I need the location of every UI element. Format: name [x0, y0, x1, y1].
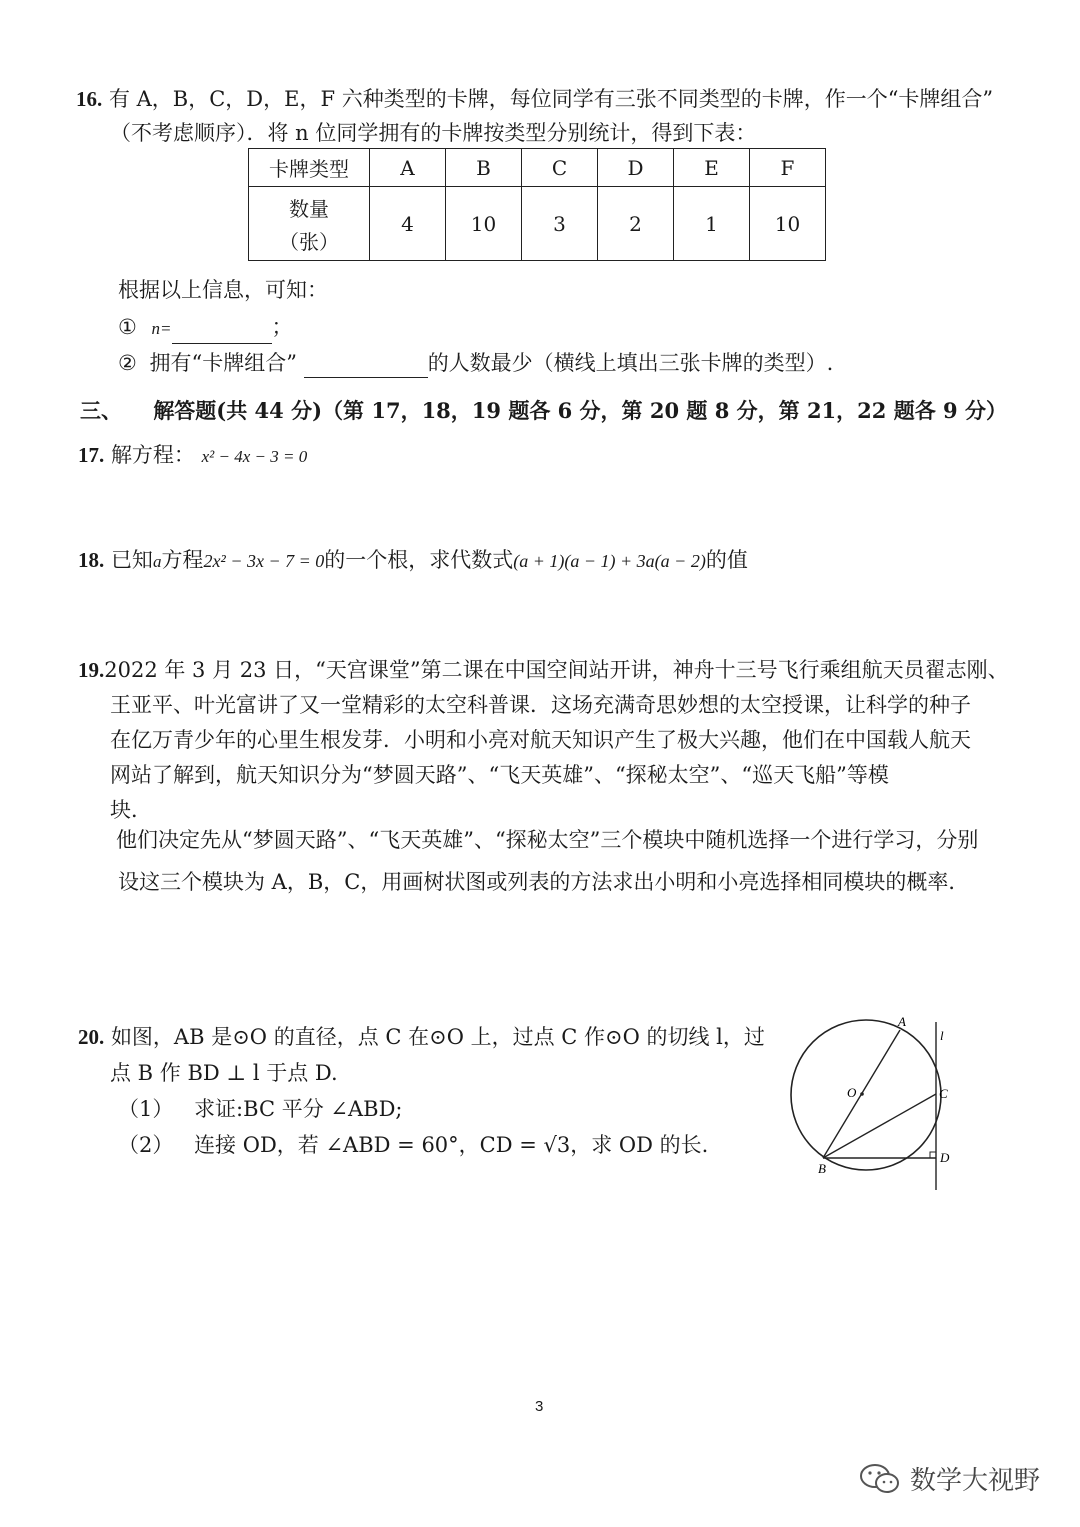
section-title: 解答题(共 44 分)（第 17，18，19 题各 6 分，第 20 题 8 分，第 21，22 题各 9 分） [153, 398, 1007, 423]
q16-stem-1: 有 A，B，C，D，E，F 六种类型的卡牌，每位同学有三张不同类型的卡牌，作一个“卡牌组合” [108, 87, 994, 111]
label-o: O [847, 1085, 857, 1100]
q20-part2-label: （2） [118, 1133, 174, 1157]
q20-part1-label: （1） [118, 1097, 174, 1121]
q20-line-1 [78, 1022, 765, 1052]
q17-number: 17. [78, 443, 105, 467]
q18-equation: 2x² − 3x − 7 = 0 [203, 551, 325, 571]
q16-item-2 [118, 348, 833, 378]
card-count-cell: 4 [370, 187, 446, 261]
q16-info: 根据以上信息，可知： [118, 278, 328, 302]
q17-text: 解方程： [110, 443, 195, 467]
q19-text-line: 网站了解到，航天知识分为“梦圆天路”、“飞天英雄”、“探秘太空”、“巡天飞船”等模 [110, 763, 889, 787]
q20-part-2 [118, 1130, 708, 1160]
q17-equation: x² − 4x − 3 = 0 [201, 447, 308, 466]
card-type-cell: F [750, 149, 826, 187]
section-heading [80, 396, 1007, 426]
q18-mid2: 的一个根，求代数式 [324, 548, 514, 572]
card-type-cell: D [598, 149, 674, 187]
card-count-cell: 1 [674, 187, 750, 261]
q18-expression: (a + 1)(a − 1) + 3a(a − 2) [513, 551, 706, 571]
wechat-icon [858, 1461, 902, 1497]
q16-stem-2: （不考虑顺序）．将 n 位同学拥有的卡牌按类型分别统计，得到下表： [110, 121, 757, 145]
q16-item1-label: n= [151, 319, 172, 338]
page-number: 3 [535, 1398, 544, 1415]
q16-item2-pre: 拥有“卡牌组合” [149, 351, 297, 375]
q20-part2-text: 连接 OD，若 ∠ABD = 60°，CD = √3，求 OD 的长. [194, 1133, 709, 1157]
q19-text-line: 块． [110, 798, 152, 822]
label-c: C [939, 1086, 948, 1101]
card-type-cell: B [446, 149, 522, 187]
q20-part-1 [118, 1094, 402, 1124]
card-table [248, 148, 826, 261]
q18-mid1: 方程 [161, 548, 204, 572]
q19-para2-line-2: 设这三个模块为 A，B，C，用画树状图或列表的方法求出小明和小亮选择相同模块的概率． [118, 870, 970, 894]
q16-item2-post: 的人数最少（横线上填出三张卡牌的类型）. [427, 351, 834, 375]
card-type-cell: C [522, 149, 598, 187]
answer-blank-combination[interactable] [304, 355, 428, 378]
card-type-cell: E [674, 149, 750, 187]
label-d: D [940, 1150, 950, 1165]
section-number: 三、 [80, 398, 122, 423]
card-count-cell: 10 [750, 187, 826, 261]
circle-o [791, 1020, 941, 1170]
q18-number: 18. [78, 548, 105, 572]
q18-var-a: a [152, 552, 162, 571]
watermark [858, 1460, 1040, 1497]
q16-item-1 [118, 312, 293, 344]
q18-pre: 已知 [110, 548, 153, 572]
q19-para2-line-1: 他们决定先从“梦圆天路”、“飞天英雄”、“探秘太空”三个模块中随机选择一个进行学习，分别 [116, 828, 979, 852]
right-angle-mark [930, 1152, 936, 1158]
center-point-o [860, 1092, 864, 1096]
count-label-line-1: 数量 [289, 196, 329, 221]
watermark-text: 数学大视野 [910, 1465, 1041, 1495]
q19-text-line: 在亿万青少年的心里生根发芽．小明和小亮对航天知识产生了极大兴趣，他们在中国载人航天 [110, 728, 971, 752]
q19-number: 19. [78, 658, 105, 682]
circled-one-mark: ① [118, 315, 137, 339]
count-label-line-2: （张） [279, 229, 339, 254]
card-type-cell: A [370, 149, 446, 187]
card-table-count-label [249, 187, 370, 261]
q18 [78, 545, 748, 577]
q19-text-line: 王亚平、叶光富讲了又一堂精彩的太空科普课．这场充满奇思妙想的太空授课，让科学的种子 [110, 693, 971, 717]
answer-blank-n[interactable] [172, 321, 272, 344]
q20-number: 20. [78, 1025, 105, 1049]
card-table-count-row [249, 187, 826, 261]
q20-stem-1: 如图，AB 是⊙O 的直径，点 C 在⊙O 上，过点 C 作⊙O 的切线 l，过 [110, 1025, 765, 1049]
card-count-cell: 3 [522, 187, 598, 261]
q19-text-line: 2022 年 3 月 23 日，“天宫课堂”第二课在中国空间站开讲，神舟十三号飞行乘组航天员翟志刚、 [104, 658, 1009, 682]
label-b: B [818, 1161, 826, 1176]
q20-part1-text: 求证:BC 平分 ∠ABD; [194, 1097, 403, 1121]
card-table-header-label: 卡牌类型 [249, 149, 370, 187]
card-table-header-row [249, 149, 826, 187]
q16-number: 16. [76, 87, 103, 111]
label-a: A [898, 1014, 906, 1029]
q17 [78, 440, 307, 472]
card-count-cell: 10 [446, 187, 522, 261]
q16-item1-end: ； [271, 315, 293, 339]
circle-tangent-figure [780, 1010, 980, 1200]
q20-stem-2: 点 B 作 BD ⊥ l 于点 D. [110, 1061, 338, 1085]
q19-line-1 [78, 655, 1009, 685]
label-l: l [940, 1028, 944, 1043]
card-count-cell: 2 [598, 187, 674, 261]
q16-line-1 [76, 84, 993, 114]
q18-post: 的值 [705, 548, 748, 572]
circled-two-mark: ② [118, 351, 137, 375]
